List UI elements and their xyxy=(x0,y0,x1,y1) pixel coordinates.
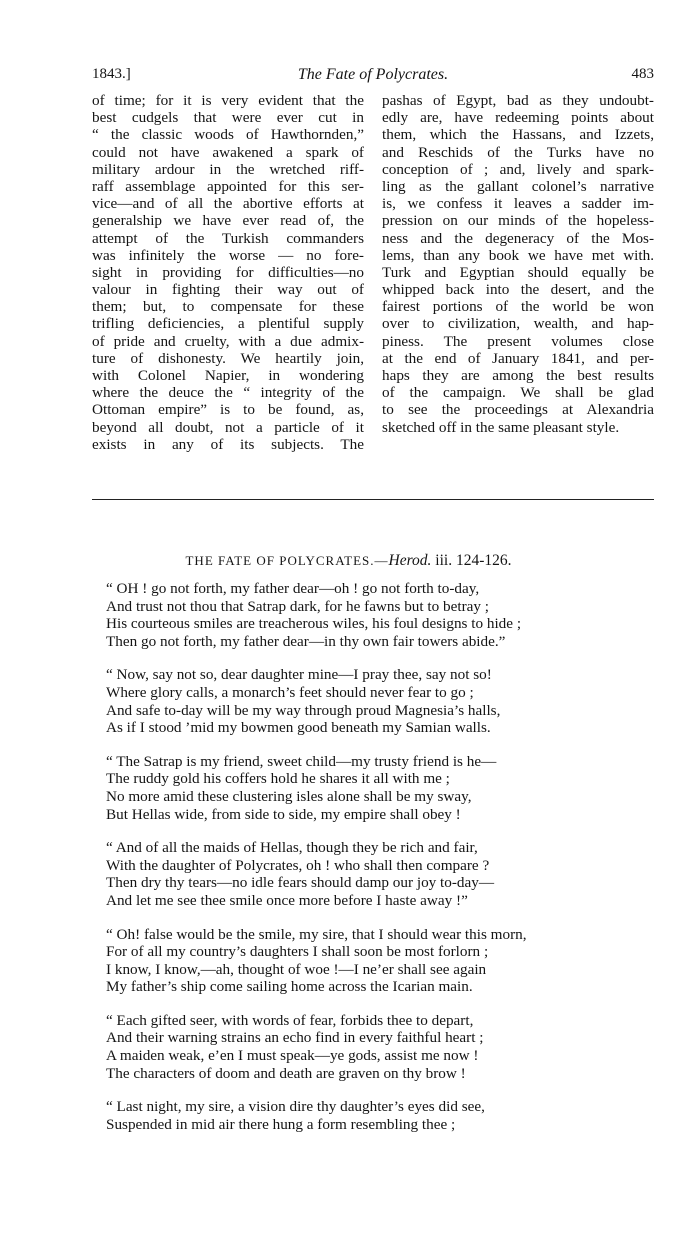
text-line: of time; for it is very evident that the xyxy=(92,92,364,109)
text-line: and Reschids of the Turks have no xyxy=(382,143,654,161)
text-line: over to civilization, wealth, and hap- xyxy=(382,315,654,333)
text-line: them, which the Hassans, and Izzets, xyxy=(382,126,654,144)
poem-line: Then go not forth, my father dear—in thy own fair towers abide.” xyxy=(106,632,506,650)
poem-line: As if I stood ’mid my bowmen good beneath my Samian walls. xyxy=(106,719,491,737)
text-line: military ardour in the wretched riff- xyxy=(92,160,364,178)
stanza xyxy=(106,753,626,823)
text-line: haps they are among the best results xyxy=(382,367,654,384)
text-line: could not have awakened a spark of xyxy=(92,143,364,161)
right-column xyxy=(382,92,654,436)
text-line: them; but, to compensate for these xyxy=(92,298,364,316)
poem-line: And let me see thee smile once more before I haste away !” xyxy=(106,891,468,909)
poem-line: And their warning strains an echo find in every faithful heart ; xyxy=(106,1029,484,1047)
poem-line: “ OH ! go not forth, my father dear—oh ! go not forth to-day, xyxy=(106,580,480,597)
poem-body xyxy=(106,580,626,1149)
poem-line: “ Now, say not so, dear daughter mine—I pray thee, say not so! xyxy=(106,666,492,684)
poem-line: Where glory calls, a monarch’s feet should never fear to go ; xyxy=(106,683,474,701)
header-year: 1843.] xyxy=(92,66,131,82)
text-line: Turk and Egyptian should equally be xyxy=(382,263,654,281)
stanza xyxy=(106,926,626,996)
text-line: piness. The present volumes close xyxy=(382,332,654,350)
text-line: edly are, have redeeming points about xyxy=(382,109,654,127)
poem-heading xyxy=(0,552,697,570)
poem-line: For of all my country’s daughters I shall soon be most forlorn ; xyxy=(106,943,489,961)
stanza xyxy=(106,839,626,909)
poem-source: Herod. xyxy=(388,552,432,569)
stanza xyxy=(106,1098,626,1133)
poem-line: With the daughter of Polycrates, oh ! who shall then compare ? xyxy=(106,856,490,874)
section-divider xyxy=(92,499,654,500)
text-line: whipped back into the desert, and the xyxy=(382,281,654,299)
poem-line: “ Each gifted seer, with words of fear, forbids thee to depart, xyxy=(106,1011,474,1029)
text-line: pression on our minds of the hopeless- xyxy=(382,212,654,230)
running-title: The Fate of Polycrates. xyxy=(297,66,449,83)
text-line: to see the proceedings at Alexandria xyxy=(382,401,654,419)
text-line: vice—and of all the abortive efforts at xyxy=(92,195,364,213)
text-line: conception of ; and, lively and spark- xyxy=(382,160,654,178)
stanza xyxy=(106,1012,626,1082)
stanza xyxy=(106,580,626,650)
text-line: pashas of Egypt, bad as they undoubt- xyxy=(382,92,654,109)
poem-line: “ The Satrap is my friend, sweet child—my trusty friend is he— xyxy=(106,752,497,770)
poem-line: Then dry thy tears—no idle fears should damp our joy to-day— xyxy=(106,874,495,892)
text-line: of pride and cruelty, with a due admix- xyxy=(92,332,364,350)
text-line: valour in fighting their way out of xyxy=(92,281,364,299)
text-line: sketched off in the same pleasant style. xyxy=(382,418,620,436)
text-line: is, we confess it leaves a sadder im- xyxy=(382,195,654,213)
text-line: generalship we have ever read of, the xyxy=(92,212,364,230)
text-line: raff assemblage appointed for this ser- xyxy=(92,177,364,195)
poem-line: “ Oh! false would be the smile, my sire, that I should wear this morn, xyxy=(106,925,527,943)
text-line: “ the classic woods of Hawthornden,” xyxy=(92,126,364,144)
poem-line: “ And of all the maids of Hellas, though they be rich and fair, xyxy=(106,839,478,857)
poem-line: But Hellas wide, from side to side, my empire shall obey ! xyxy=(106,805,461,823)
poem-line: His courteous smiles are treacherous wiles, his foul designs to hide ; xyxy=(106,615,522,633)
text-line: where the deuce the “ integrity of the xyxy=(92,384,364,402)
poem-line: I know, I know,—ah, thought of woe !—I ne’er shall see again xyxy=(106,960,487,978)
page-header xyxy=(92,66,654,88)
text-line: attempt of the Turkish commanders xyxy=(92,229,364,247)
poem-line: And trust not thou that Satrap dark, for he fawns but to betray ; xyxy=(106,597,489,615)
poem-title: THE FATE OF POLYCRATES.— xyxy=(185,553,389,568)
text-line: Ottoman empire” is to be found, as, xyxy=(92,401,364,419)
text-line: beyond all doubt, not a particle of it xyxy=(92,418,364,436)
poem-line: My father’s ship come sailing home across the Icarian main. xyxy=(106,978,473,996)
text-line: ness and the degeneracy of the Mos- xyxy=(382,229,654,247)
text-line: ture of dishonesty. We heartily join, xyxy=(92,349,364,367)
text-line: exists in any of its subjects. The xyxy=(92,435,364,453)
text-line: best cudgels that were ever cut in xyxy=(92,109,364,127)
text-line: lems, than any book we have met with. xyxy=(382,246,654,264)
text-line: ling as the gallant colonel’s narrative xyxy=(382,177,654,195)
poem-reference: iii. 124-126. xyxy=(431,552,512,569)
poem-line: No more amid these clustering isles alone shall be my sway, xyxy=(106,787,472,805)
left-column xyxy=(92,92,364,453)
text-line: at the end of January 1841, and per- xyxy=(382,349,654,367)
stanza xyxy=(106,666,626,736)
text-line: of the campaign. We shall be glad xyxy=(382,384,654,402)
poem-line: The ruddy gold his coffers hold he shares it all with me ; xyxy=(106,770,450,788)
text-line: with Colonel Napier, in wondering xyxy=(92,367,364,384)
page-number: 483 xyxy=(631,66,654,82)
text-line: sight in providing for difficulties—no xyxy=(92,263,364,281)
poem-line: “ Last night, my sire, a vision dire thy daughter’s eyes did see, xyxy=(106,1098,485,1116)
text-line: was infinitely the worse — no fore- xyxy=(92,246,364,264)
text-line: trifling deficiencies, a plentiful supply xyxy=(92,315,364,333)
poem-line: And safe to-day will be my way through proud Magnesia’s halls, xyxy=(106,701,501,719)
text-line: fairest portions of the world be won xyxy=(382,298,654,316)
poem-line: Suspended in mid air there hung a form resembling thee ; xyxy=(106,1115,456,1133)
poem-line: A maiden weak, e’en I must speak—ye gods, assist me now ! xyxy=(106,1047,479,1065)
poem-line: The characters of doom and death are graven on thy brow ! xyxy=(106,1064,466,1082)
